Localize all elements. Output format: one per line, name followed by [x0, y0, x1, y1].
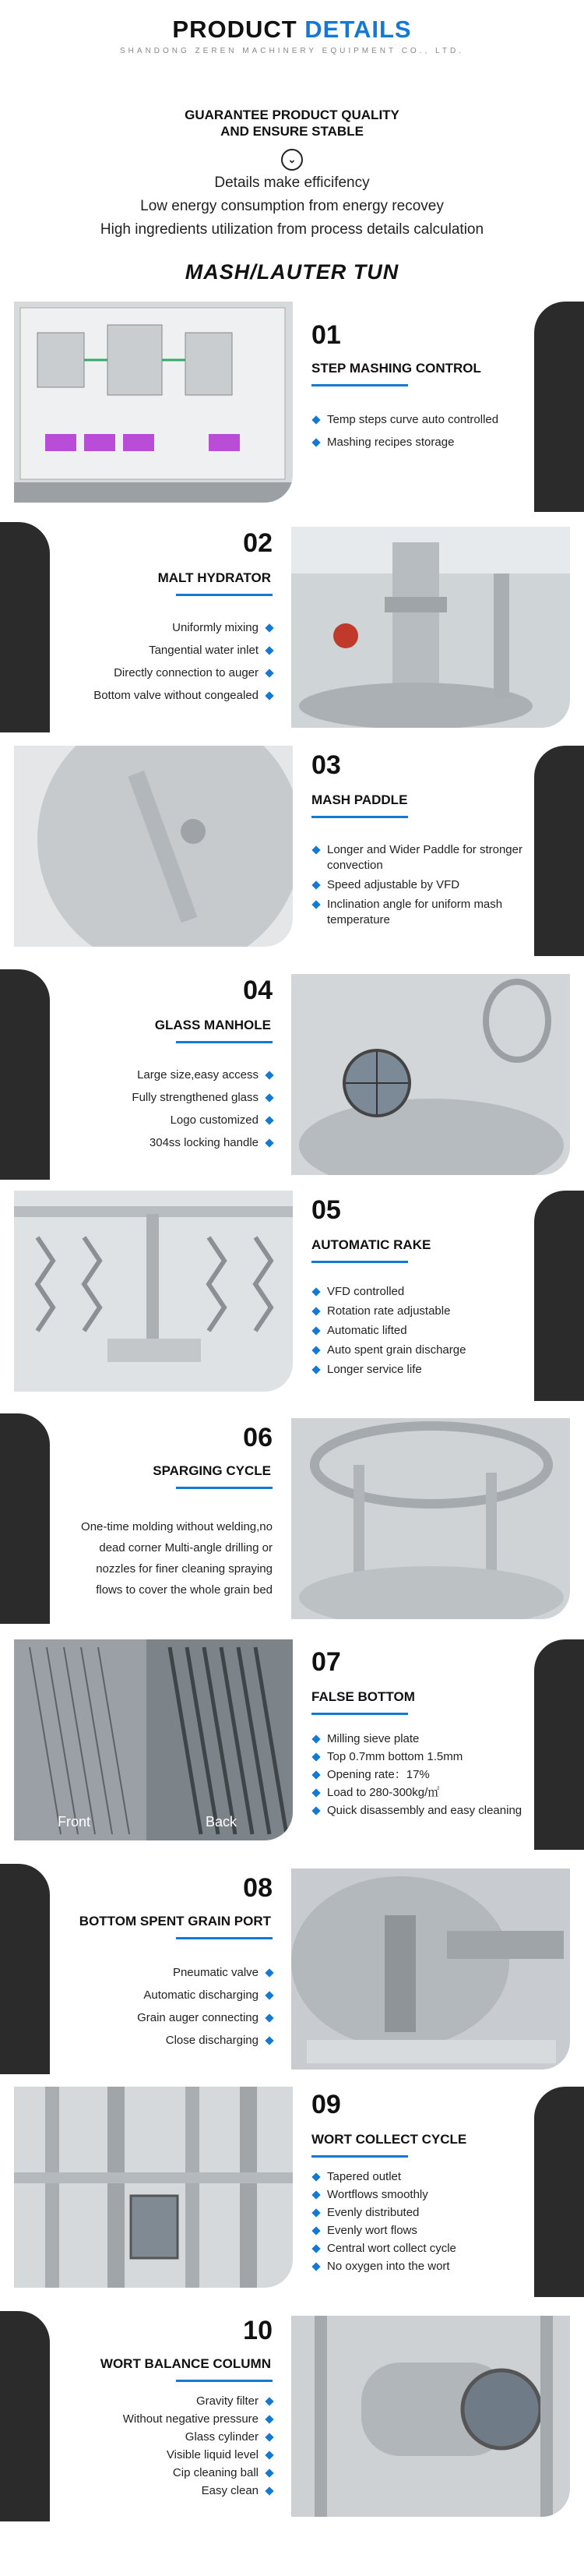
section-number: 04	[243, 976, 273, 1005]
list-item: Wortflows smoothly	[313, 2187, 531, 2203]
list-item: Uniformly mixing	[39, 620, 273, 636]
section-bar	[534, 746, 584, 956]
list-item: Temp steps curve auto controlled	[313, 412, 531, 428]
section-04	[0, 969, 584, 1180]
list-item: Glass cylinder	[23, 2430, 273, 2445]
list-item: Rotation rate adjustable	[313, 1304, 531, 1319]
section-title: MALT HYDRATOR	[157, 570, 271, 585]
section-number: 08	[243, 1873, 273, 1903]
section-number: 09	[311, 2090, 341, 2119]
title-underline	[176, 1041, 273, 1043]
feature-list	[313, 842, 531, 932]
list-item: Automatic lifted	[313, 1323, 531, 1339]
sparging-cycle-photo	[291, 1418, 570, 1619]
list-item: Grain auger connecting	[39, 2010, 273, 2026]
false-bottom-photo	[14, 1639, 293, 1840]
title-underline	[311, 2155, 408, 2158]
title-underline	[311, 384, 408, 386]
description-text: One-time molding without welding,no dead corner Multi-angle drilling or nozzles for finer cleaning spraying flows to cover the whole grain bed	[81, 1520, 273, 1597]
title-underline	[176, 1487, 273, 1489]
guarantee-heading: GUARANTEE PRODUCT QUALITY AND ENSURE STABLE	[185, 108, 399, 139]
intro-line-2: Low energy consumption from energy recovey	[140, 198, 444, 214]
list-item: Without negative pressure	[23, 2412, 273, 2427]
title-underline	[311, 1261, 408, 1263]
list-item: VFD controlled	[313, 1284, 531, 1300]
section-03	[0, 746, 584, 956]
wort-balance-column-photo	[291, 2316, 570, 2517]
section-number: 03	[311, 750, 341, 780]
feature-list	[313, 1731, 531, 1821]
glass-manhole-photo	[291, 974, 570, 1175]
section-title: SPARGING CYCLE	[153, 1463, 271, 1478]
list-item: Cip cleaning ball	[23, 2465, 273, 2481]
section-06	[0, 1413, 584, 1624]
product-title: MASH/LAUTER TUN	[185, 260, 399, 284]
list-item: Logo customized	[39, 1113, 273, 1128]
feature-list	[39, 1965, 273, 2056]
section-bar	[534, 1639, 584, 1850]
photo-label-front: Front	[58, 1814, 91, 1830]
chevron-down-icon: ⌄	[281, 149, 303, 171]
section-number: 05	[311, 1195, 341, 1225]
list-item: Gravity filter	[23, 2394, 273, 2409]
section-number: 10	[243, 2316, 273, 2345]
feature-list	[39, 620, 273, 711]
list-item: Easy clean	[23, 2483, 273, 2499]
list-item: Large size,easy access	[39, 1067, 273, 1083]
section-title: WORT BALANCE COLUMN	[100, 2356, 271, 2371]
list-item: Longer and Wider Paddle for stronger convection	[313, 842, 531, 873]
section-02	[0, 522, 584, 732]
list-item: Visible liquid level	[23, 2447, 273, 2463]
list-item: Automatic discharging	[39, 1988, 273, 2003]
list-item: Tangential water inlet	[39, 643, 273, 658]
photo-label-back: Back	[206, 1814, 237, 1830]
list-item: Inclination angle for uniform mash temperature	[313, 897, 531, 928]
title-underline	[311, 816, 408, 818]
section-07	[0, 1639, 584, 1850]
list-item: Speed adjustable by VFD	[313, 877, 531, 893]
page-title: PRODUCT DETAILS	[172, 16, 412, 43]
intro-line-3: High ingredients utilization from process details calculation	[100, 221, 484, 238]
section-title: AUTOMATIC RAKE	[311, 1237, 431, 1252]
list-item: Directly connection to auger	[39, 665, 273, 681]
automatic-rake-photo	[14, 1191, 293, 1392]
mash-paddle-photo	[14, 746, 293, 947]
list-item: Central wort collect cycle	[313, 2241, 531, 2257]
list-item: Bottom valve without congealed	[39, 688, 273, 704]
section-title: FALSE BOTTOM	[311, 1689, 415, 1704]
title-underline	[176, 1937, 273, 1939]
malt-hydrator-photo	[291, 527, 570, 728]
section-number: 06	[243, 1423, 273, 1452]
section-title: GLASS MANHOLE	[154, 1018, 271, 1032]
section-09	[0, 2087, 584, 2297]
feature-list	[313, 2169, 531, 2277]
section-title: WORT COLLECT CYCLE	[311, 2132, 467, 2147]
spent-grain-port-photo	[291, 1868, 570, 2070]
section-01	[0, 302, 584, 512]
scada-screen-photo	[14, 302, 293, 503]
list-item: Longer service life	[313, 1362, 531, 1378]
list-item: Tapered outlet	[313, 2169, 531, 2185]
list-item: Quick disassembly and easy cleaning	[313, 1803, 531, 1819]
feature-list	[313, 1284, 531, 1382]
section-title: MASH PADDLE	[311, 792, 408, 807]
title-underline	[176, 594, 273, 596]
list-item: Opening rate：17%	[313, 1767, 531, 1783]
list-item: Close discharging	[39, 2033, 273, 2048]
title-underline	[176, 2380, 273, 2382]
list-item: Mashing recipes storage	[313, 435, 531, 450]
company-subtitle: SHANDONG ZEREN MACHINERY EQUIPMENT CO., LTD.	[120, 47, 464, 55]
section-10	[0, 2311, 584, 2521]
list-item: Evenly distributed	[313, 2205, 531, 2221]
wort-collect-photo	[14, 2087, 293, 2288]
section-number: 01	[311, 320, 341, 350]
feature-list	[39, 1067, 273, 1158]
section-number: 07	[311, 1647, 341, 1677]
intro-line-1: Details make efficifency	[214, 175, 370, 191]
list-item: Top 0.7mm bottom 1.5mm	[313, 1749, 531, 1765]
list-item: Pneumatic valve	[39, 1965, 273, 1981]
section-bar	[534, 2087, 584, 2297]
feature-list	[313, 412, 531, 457]
list-item: Fully strengthened glass	[39, 1090, 273, 1106]
section-05	[0, 1191, 584, 1401]
section-bar	[534, 1191, 584, 1401]
section-title: BOTTOM SPENT GRAIN PORT	[79, 1914, 271, 1928]
list-item: Evenly wort flows	[313, 2223, 531, 2239]
feature-list	[23, 2394, 273, 2501]
section-title: STEP MASHING CONTROL	[311, 361, 481, 376]
list-item: No oxygen into the wort	[313, 2259, 531, 2274]
title-underline	[311, 1713, 408, 1715]
list-item: Auto spent grain discharge	[313, 1343, 531, 1358]
section-08	[0, 1864, 584, 2074]
list-item: Milling sieve plate	[313, 1731, 531, 1747]
list-item: 304ss locking handle	[39, 1135, 273, 1151]
page-header	[0, 0, 584, 94]
list-item: Load to 280-300kg/㎡	[313, 1785, 531, 1801]
section-bar	[534, 302, 584, 512]
section-number: 02	[243, 528, 273, 558]
